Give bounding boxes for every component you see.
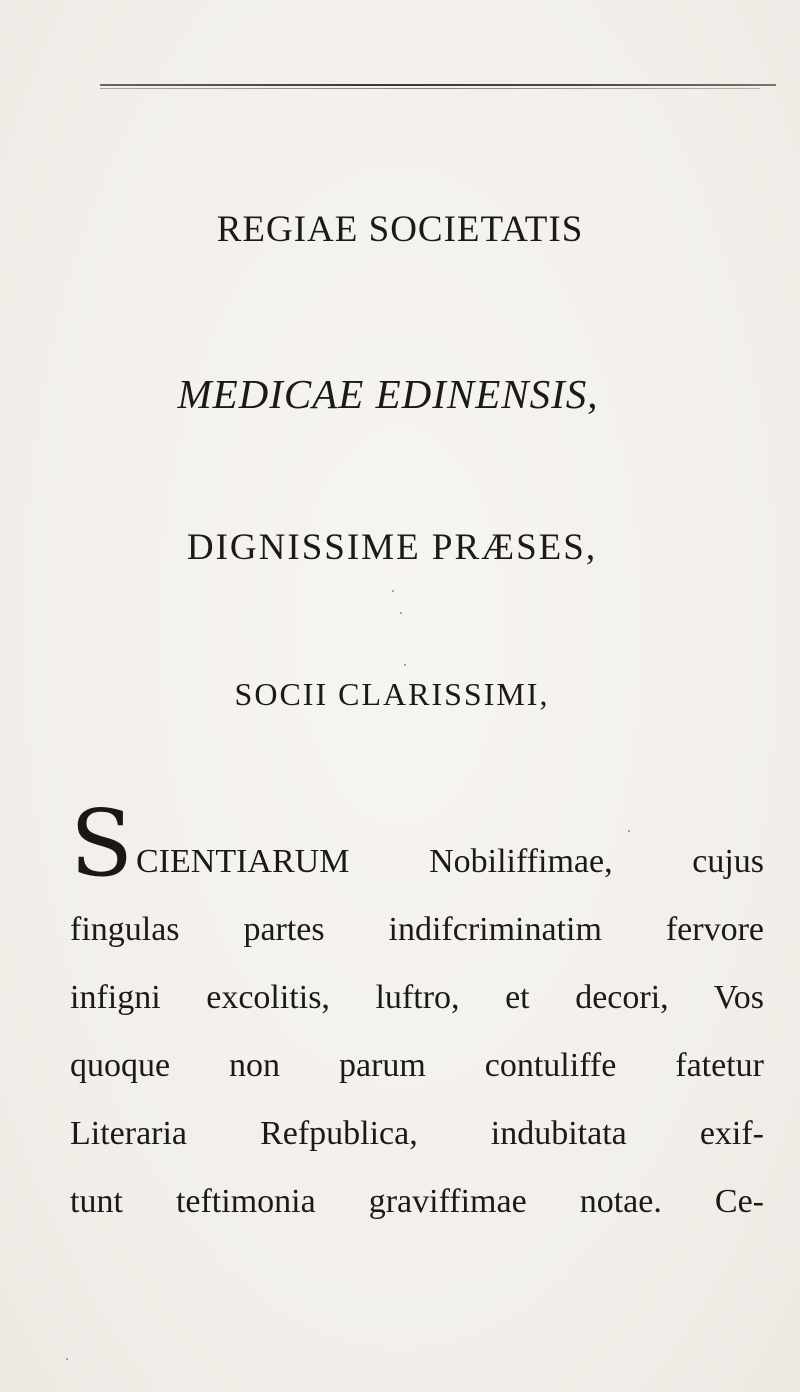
heading-dignissime-praeses: DIGNISSIME PRÆSES, [186, 527, 598, 568]
text-line-1-content: CIENTIARUM Nobiliffimae, cujus [136, 843, 764, 880]
paper-speck [628, 830, 630, 832]
text-line-6: tunt teftimonia graviffimae notae. Ce- [70, 1183, 764, 1220]
heading-socii-clarissimi: SOCII CLARISSIMI, [234, 676, 550, 712]
text-line-2: fingulas partes indifcriminatim fervore [70, 911, 764, 948]
paper-speck [400, 612, 402, 614]
body-paragraph [70, 790, 770, 1236]
top-rule-line-secondary [100, 88, 760, 89]
text-line-1 [70, 790, 764, 897]
heading-regiae-societatis: REGIAE SOCIETATIS [216, 209, 584, 250]
paper-speck [66, 1358, 68, 1360]
text-line-3: infigni excolitis, luftro, et decori, Vos [70, 979, 764, 1016]
paper-speck [404, 664, 406, 666]
text-line-5: Literaria Refpublica, indubitata exif- [70, 1115, 764, 1152]
heading-medicae-edinensis: MEDICAE EDINENSIS, [177, 371, 599, 417]
top-rule-ornament [100, 84, 776, 94]
top-rule-line [100, 84, 776, 86]
drop-cap: S [70, 790, 134, 897]
paper-speck [392, 590, 394, 592]
text-line-4: quoque non parum contuliffe fatetur [70, 1047, 764, 1084]
